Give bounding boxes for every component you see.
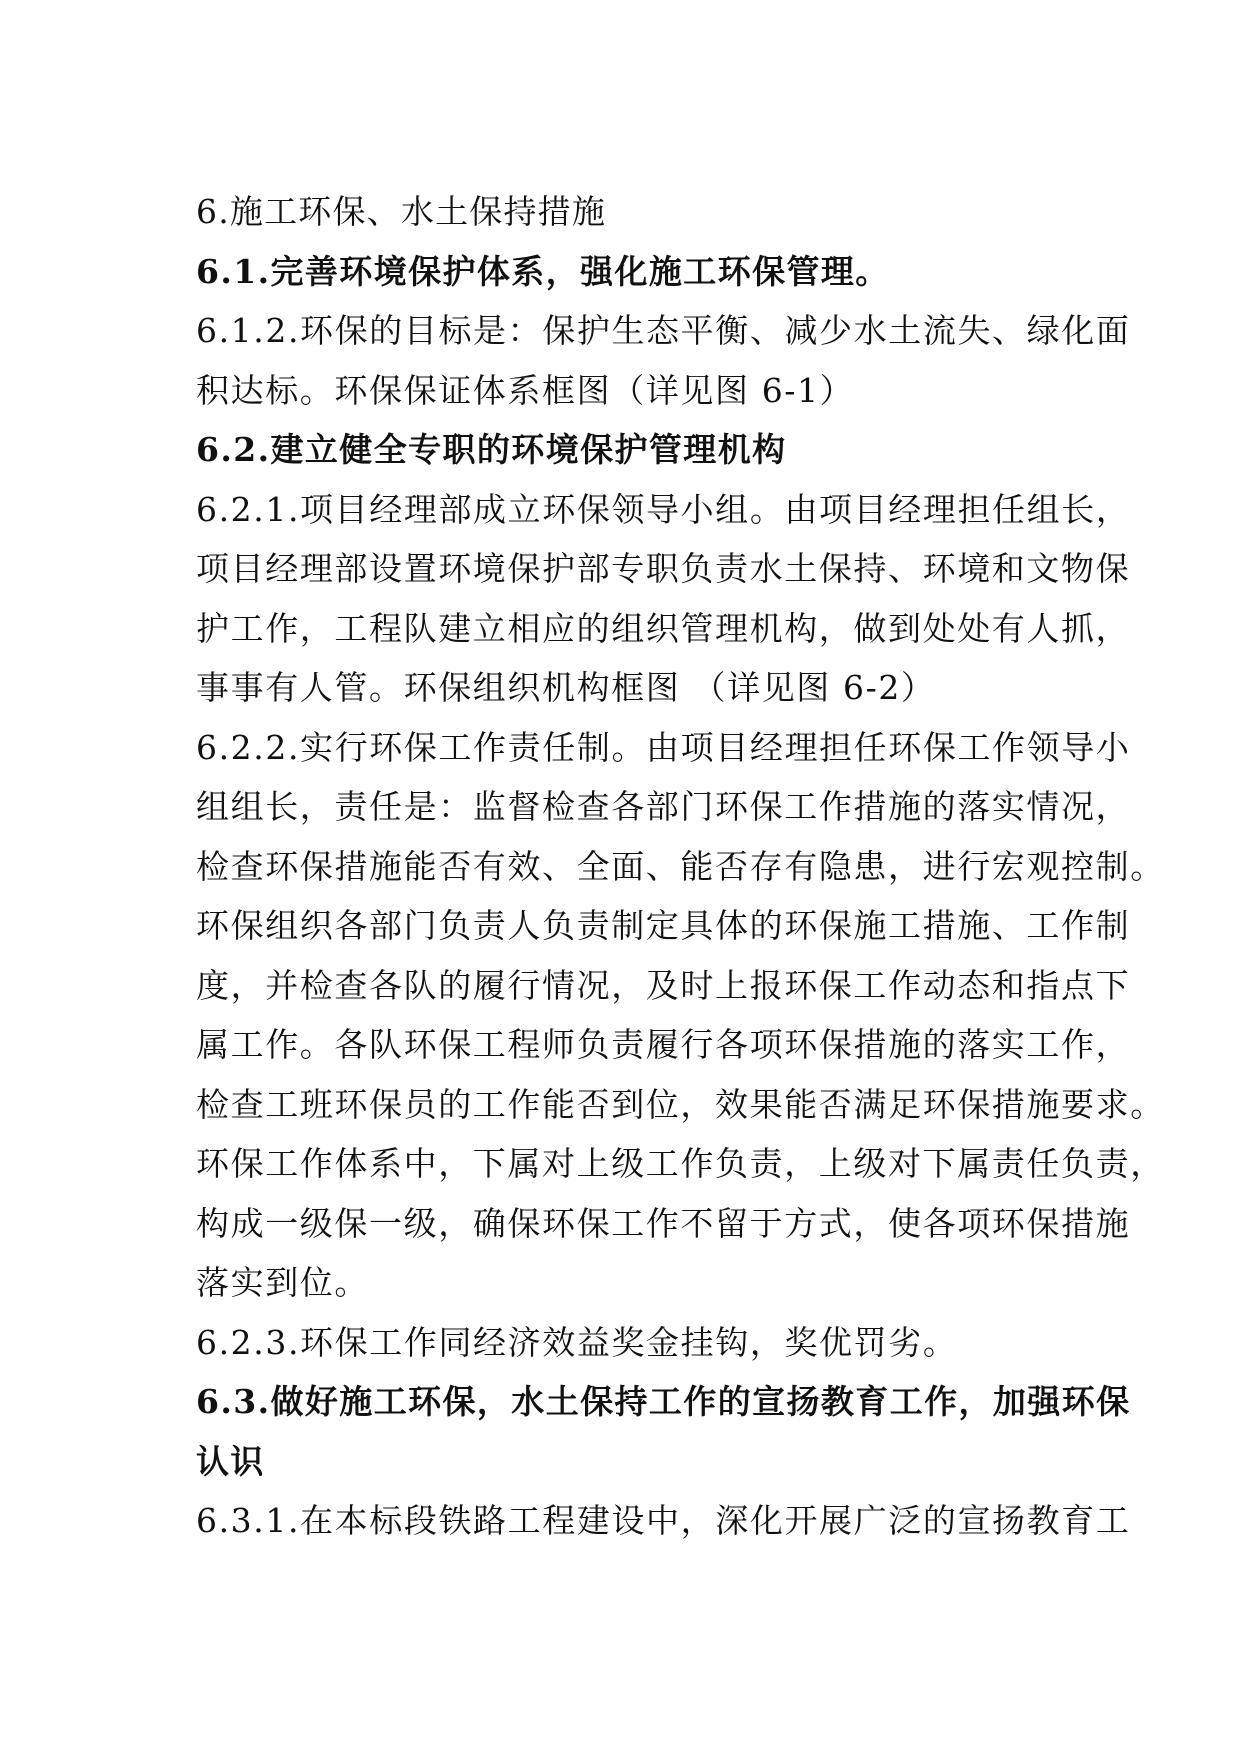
- paragraph-line: 属工作。各队环保工程师负责履行各项环保措施的落实工作，: [196, 1025, 1131, 1064]
- paragraph-line: 事事有人管。环保组织机构框图 （详见图 6-2）: [196, 668, 936, 707]
- paragraph-line: 环保组织各部门负责人负责制定具体的环保施工措施、工作制: [196, 906, 1131, 945]
- subsection-heading-6-3-continued: 认识: [196, 1441, 265, 1481]
- paragraph-line: 护工作，工程队建立相应的组织管理机构，做到处处有人抓，: [196, 608, 1131, 648]
- paragraph-line: 6.2.2.实行环保工作责任制。由项目经理担任环保工作领导小: [196, 727, 1131, 767]
- paragraph-line: 度，并检查各队的履行情况，及时上报环保工作动态和指点下: [196, 965, 1131, 1005]
- paragraph-line: 检查环保措施能否有效、全面、能否存有隐患，进行宏观控制。: [196, 846, 1165, 886]
- paragraph-line: 项目经理部设置环境保护部专职负责水土保持、环境和文物保: [196, 549, 1131, 588]
- section-heading-6: 6.施工环保、水土保持措施: [196, 192, 607, 231]
- paragraph-line: 6.3.1.在本标段铁路工程建设中，深化开展广泛的宣扬教育工: [196, 1501, 1131, 1540]
- paragraph-line: 组组长，责任是：监督检查各部门环保工作措施的落实情况，: [196, 787, 1131, 826]
- paragraph-line: 6.1.2.环保的目标是：保护生态平衡、减少水土流失、绿化面: [196, 311, 1131, 350]
- paragraph-line: 6.2.1.项目经理部成立环保领导小组。由项目经理担任组长，: [196, 489, 1131, 529]
- paragraph-line: 构成一级保一级，确保环保工作不留于方式，使各项环保措施: [196, 1203, 1131, 1243]
- paragraph-line: 6.2.3.环保工作同经济效益奖金挂钩，奖优罚劣。: [196, 1322, 958, 1362]
- paragraph-line: 落实到位。: [196, 1263, 369, 1302]
- paragraph-line: 积达标。环保保证体系框图（详见图 6-1）: [196, 370, 855, 410]
- paragraph-line: 检查工班环保员的工作能否到位，效果能否满足环保措施要求。: [196, 1084, 1165, 1124]
- subsection-heading-6-2: 6.2.建立健全专职的环境保护管理机构: [196, 430, 787, 469]
- document-page: [196, 182, 1165, 1551]
- subsection-heading-6-3: 6.3.做好施工环保，水土保持工作的宣扬教育工作，加强环保: [196, 1382, 1131, 1421]
- paragraph-line: 环保工作体系中，下属对上级工作负责，上级对下属责任负责，: [196, 1144, 1165, 1183]
- subsection-heading-6-1: 6.1.完善环境保护体系，强化施工环保管理。: [196, 251, 890, 291]
